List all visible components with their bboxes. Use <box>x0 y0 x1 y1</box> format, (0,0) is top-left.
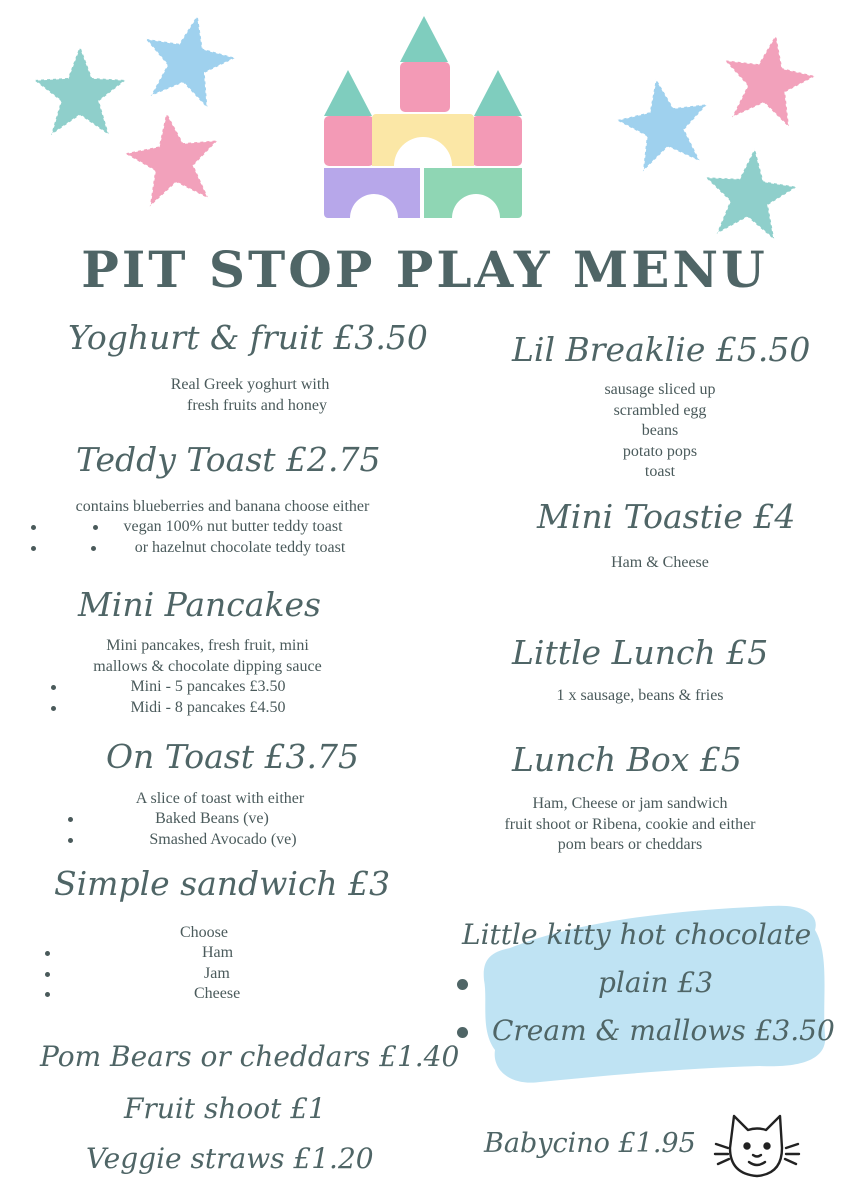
list-item-text: Jam <box>204 964 230 982</box>
list-item-text: Baked Beans (ve) <box>155 810 269 827</box>
list-item <box>28 517 408 538</box>
item-desc-mini-toastie <box>560 553 760 574</box>
list-item <box>42 943 292 964</box>
item-title-yoghurt: Yoghurt & fruit £3.50 <box>68 318 428 357</box>
desc-line: scrambled egg <box>613 401 707 419</box>
desc-line: mallows & chocolate dipping sauce <box>93 657 322 675</box>
hot-chocolate-cream: Cream & mallows £3.50 <box>492 1014 835 1047</box>
extra-fruit-shoot: Fruit shoot £1 <box>124 1092 326 1125</box>
desc-line: beans <box>641 422 679 439</box>
list-item-text: Mini - 5 pancakes £3.50 <box>130 678 286 695</box>
desc-line: sausage sliced up <box>604 381 716 398</box>
list-item <box>42 984 292 1005</box>
item-title-simple-sandwich: Simple sandwich £3 <box>54 864 391 903</box>
desc-line: 1 x sausage, beans & fries <box>556 687 724 704</box>
item-desc-simple-sandwich <box>150 923 270 944</box>
bullet-list <box>48 677 368 718</box>
page-title: PIT STOP PLAY MENU <box>81 240 768 299</box>
bullet-list <box>65 809 345 850</box>
item-desc-on-toast <box>90 789 350 810</box>
list-item-text: Midi - 8 pancakes £4.50 <box>130 698 286 716</box>
block-castle-icon <box>322 14 526 220</box>
desc-line: Real Greek yoghurt with <box>170 376 330 393</box>
extra-veggie-straws: Veggie straws £1.20 <box>86 1142 374 1175</box>
item-title-lil-breaklie: Lil Breaklie £5.50 <box>512 330 811 369</box>
bullet-list <box>42 943 292 1005</box>
desc-line: Mini pancakes, fresh fruit, mini <box>106 637 309 654</box>
list-item <box>65 830 345 851</box>
item-title-teddy-toast: Teddy Toast £2.75 <box>76 440 381 479</box>
list-item-text: vegan 100% nut butter teddy toast <box>123 518 343 535</box>
bullet-dot <box>457 1027 468 1038</box>
list-item <box>42 964 292 985</box>
star-icon <box>30 42 130 142</box>
bullet-list <box>28 517 408 558</box>
desc-line: Choose <box>180 924 228 941</box>
item-title-little-lunch: Little Lunch £5 <box>512 633 769 672</box>
list-item-text: or hazelnut chocolate teddy toast <box>134 538 346 556</box>
list-item-text: Cheese <box>194 985 241 1002</box>
item-desc-teddy-toast <box>20 497 425 518</box>
list-item <box>48 698 368 719</box>
item-title-mini-toastie: Mini Toastie £4 <box>537 497 796 536</box>
list-item <box>65 809 345 830</box>
desc-line: Ham & Cheese <box>611 554 709 571</box>
item-desc-yoghurt <box>100 375 400 416</box>
list-item-text: Smashed Avocado (ve) <box>149 830 297 848</box>
desc-line: fresh fruits and honey <box>187 396 327 414</box>
desc-line: A slice of toast with either <box>135 790 305 807</box>
desc-line: contains blueberries and banana choose either <box>75 498 370 515</box>
item-desc-lunch-box <box>455 794 805 856</box>
star-icon <box>614 74 714 174</box>
star-icon <box>138 10 238 110</box>
item-title-hot-chocolate: Little kitty hot chocolate <box>462 918 812 951</box>
item-title-babycino: Babycino £1.95 <box>484 1128 696 1159</box>
extra-pom-bears: Pom Bears or cheddars £1.40 <box>40 1040 460 1073</box>
star-icon <box>122 108 224 210</box>
item-title-on-toast: On Toast £3.75 <box>106 737 359 776</box>
item-desc-lil-breaklie <box>560 380 760 483</box>
item-title-lunch-box: Lunch Box £5 <box>512 740 742 779</box>
item-desc-little-lunch <box>520 686 760 707</box>
item-title-mini-pancakes: Mini Pancakes <box>78 585 321 624</box>
cat-face-icon <box>712 1110 802 1182</box>
list-item-text: Ham <box>202 944 234 961</box>
desc-line: potato pops <box>622 442 698 460</box>
bullet-dot <box>457 979 468 990</box>
desc-line: fruit shoot or Ribena, cookie and either <box>504 815 756 833</box>
desc-line: toast <box>644 463 676 480</box>
hot-chocolate-plain: plain £3 <box>598 966 714 999</box>
list-item <box>48 677 368 698</box>
item-desc-mini-pancakes <box>50 636 365 677</box>
star-icon <box>718 30 818 130</box>
star-icon <box>700 144 800 244</box>
desc-line: pom bears or cheddars <box>557 836 703 853</box>
list-item <box>28 538 408 559</box>
desc-line: Ham, Cheese or jam sandwich <box>532 795 728 812</box>
